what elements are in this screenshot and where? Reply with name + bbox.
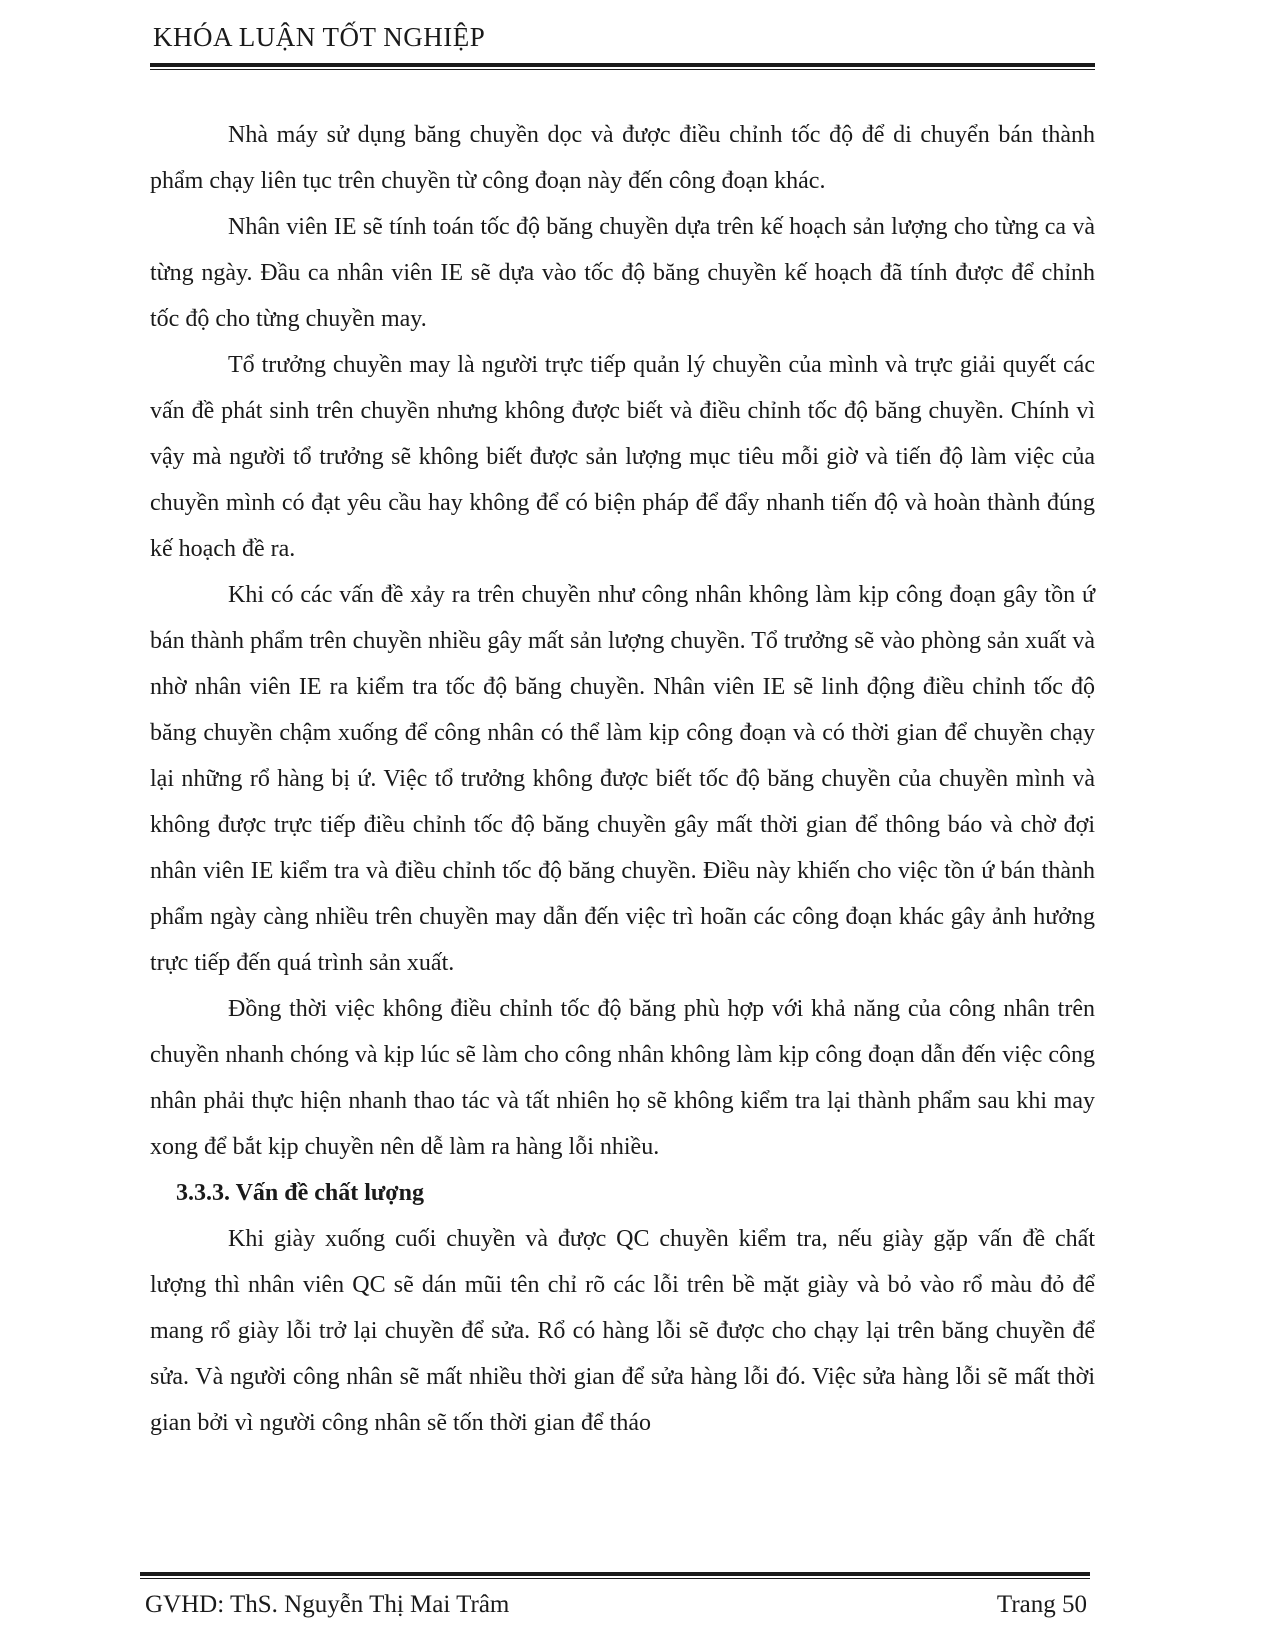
header-rule-thin <box>150 69 1095 70</box>
page-number: Trang 50 <box>996 1591 1087 1618</box>
paragraph: Nhân viên IE sẽ tính toán tốc độ băng chuyền dựa trên kế hoạch sản lượng cho từng ca và từng ngày. Đầu ca nhân viên IE sẽ dựa vào tốc độ băng chuyền kế hoạch đã tính được để chỉnh tốc độ cho từng chuyền may. <box>150 214 1095 332</box>
paragraph: Khi giày xuống cuối chuyền và được QC chuyền kiểm tra, nếu giày gặp vấn đề chất lượng thì nhân viên QC sẽ dán mũi tên chỉ rõ các lỗi trên bề mặt giày và bỏ vào rổ màu đỏ để mang rổ giày lỗi trở lại chuyền để sửa. Rổ có hàng lỗi sẽ được cho chạy lại trên băng chuyền để sửa. Và người công nhân sẽ mất nhiều thời gian để sửa hàng lỗi đó. Việc sửa hàng lỗi sẽ mất thời gian bởi vì người công nhân sẽ tốn thời gian để tháo <box>150 1226 1095 1436</box>
footer-rule-thick <box>140 1572 1090 1576</box>
page-header-title: KHÓA LUẬN TỐT NGHIỆP <box>153 22 486 52</box>
paragraph: Khi có các vấn đề xảy ra trên chuyền như công nhân không làm kịp công đoạn gây tồn ứ bán thành phẩm trên chuyền nhiều gây mất sản lượng chuyền. Tổ trưởng sẽ vào phòng sản xuất và nhờ nhân viên IE ra kiểm tra tốc độ băng chuyền. Nhân viên IE sẽ linh động điều chỉnh tốc độ băng chuyền chậm xuống để công nhân có thể làm kịp công đoạn và có thời gian để chuyền chạy lại những rổ hàng bị ứ. Việc tổ trưởng không được biết tốc độ băng chuyền của chuyền mình và không được trực tiếp điều chỉnh tốc độ băng chuyền gây mất thời gian để thông báo và chờ đợi nhân viên IE kiểm tra và điều chỉnh tốc độ băng chuyền. Điều này khiến cho việc tồn ứ bán thành phẩm ngày càng nhiều trên chuyền may dẫn đến việc trì hoãn các công đoạn khác gây ảnh hưởng trực tiếp đến quá trình sản xuất. <box>150 582 1095 976</box>
document-body <box>150 112 1095 1446</box>
paragraph: Đồng thời việc không điều chỉnh tốc độ băng phù hợp với khả năng của công nhân trên chuyền nhanh chóng và kịp lúc sẽ làm cho công nhân không làm kịp công đoạn dẫn đến việc công nhân phải thực hiện nhanh thao tác và tất nhiên họ sẽ không kiểm tra lại thành phẩm sau khi may xong để bắt kịp chuyền nên dễ làm ra hàng lỗi nhiều. <box>150 996 1095 1160</box>
paragraph: Nhà máy sử dụng băng chuyền dọc và được điều chỉnh tốc độ để di chuyển bán thành phẩm chạy liên tục trên chuyền từ công đoạn này đến công đoạn khác. <box>150 122 1095 194</box>
footer-rule-thin <box>140 1578 1090 1579</box>
section-heading: 3.3.3. Vấn đề chất lượng <box>176 1180 424 1206</box>
header-rule-thick <box>150 63 1095 67</box>
footer-advisor: GVHD: ThS. Nguyễn Thị Mai Trâm <box>145 1591 510 1618</box>
paragraph: Tổ trưởng chuyền may là người trực tiếp quản lý chuyền của mình và trực giải quyết các vấn đề phát sinh trên chuyền nhưng không được biết và điều chỉnh tốc độ băng chuyền. Chính vì vậy mà người tổ trưởng sẽ không biết được sản lượng mục tiêu mỗi giờ và tiến độ làm việc của chuyền mình có đạt yêu cầu hay không để có biện pháp để đẩy nhanh tiến độ và hoàn thành đúng kế hoạch đề ra. <box>150 352 1095 562</box>
